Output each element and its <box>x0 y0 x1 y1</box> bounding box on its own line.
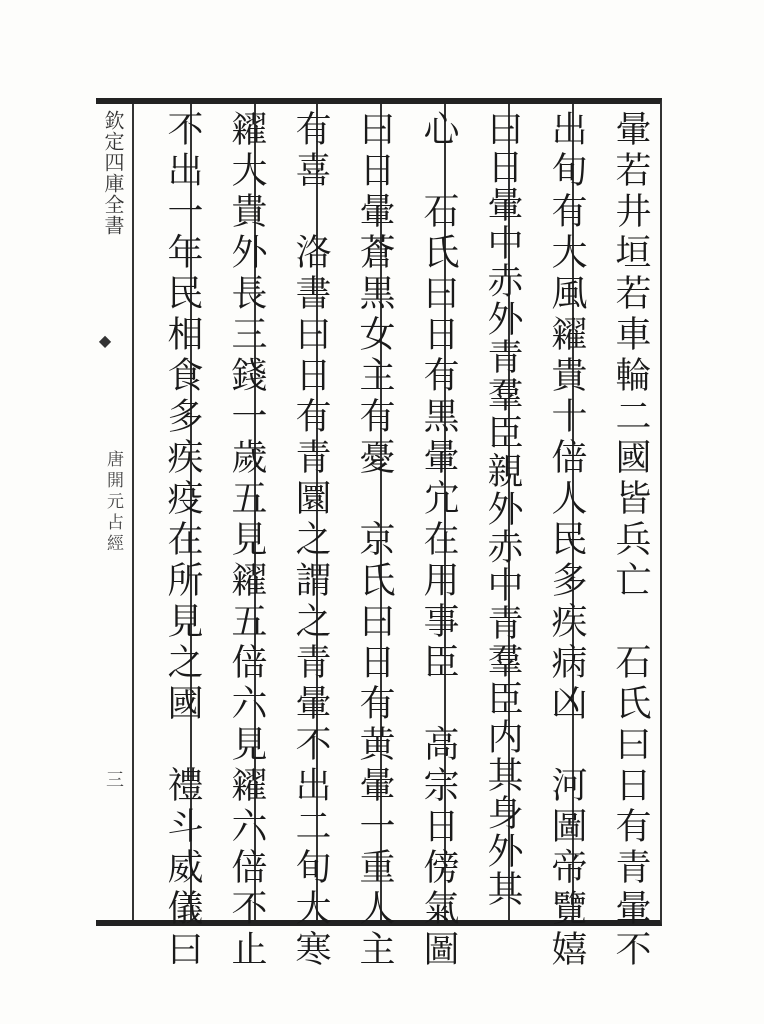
margin-title: 欽定四庫全書 <box>101 110 125 236</box>
text-column-6: 有喜 洛書曰日有青圜之謂之青暈不出二旬大寒 <box>290 110 331 971</box>
text-column-5: 曰日暈蒼黒女主有憂 京氏曰日有黄暈一重人主 <box>354 110 395 971</box>
margin-book-title: 唐開元占經 <box>103 450 123 555</box>
margin-page-number: 三 <box>103 770 124 788</box>
fish-tail-ornament-icon: ◆ <box>98 331 112 350</box>
column-rule <box>132 104 134 920</box>
text-column-1: 暈若井垣若車輪二國皆兵亡 石氏曰日有青暈不 <box>610 110 651 971</box>
text-column-3: 曰日暈中赤外青羣臣親外赤中青羣臣内其身外其 <box>482 110 523 908</box>
text-column-7: 糴大貴外長三錢一歲五見糴五倍六見糴六倍不止 <box>226 110 267 971</box>
text-column-4: 心 石氏曰日有黒暈宂在用事臣 高宗日傍氣圖 <box>418 110 459 971</box>
text-column-2: 出旬有大風糴貴十倍人民多疾病凶 河圖帝覽嬉 <box>546 110 587 971</box>
text-column-8: 不出一年民相食多疾疫在所見之國 禮斗威儀曰 <box>162 110 203 971</box>
